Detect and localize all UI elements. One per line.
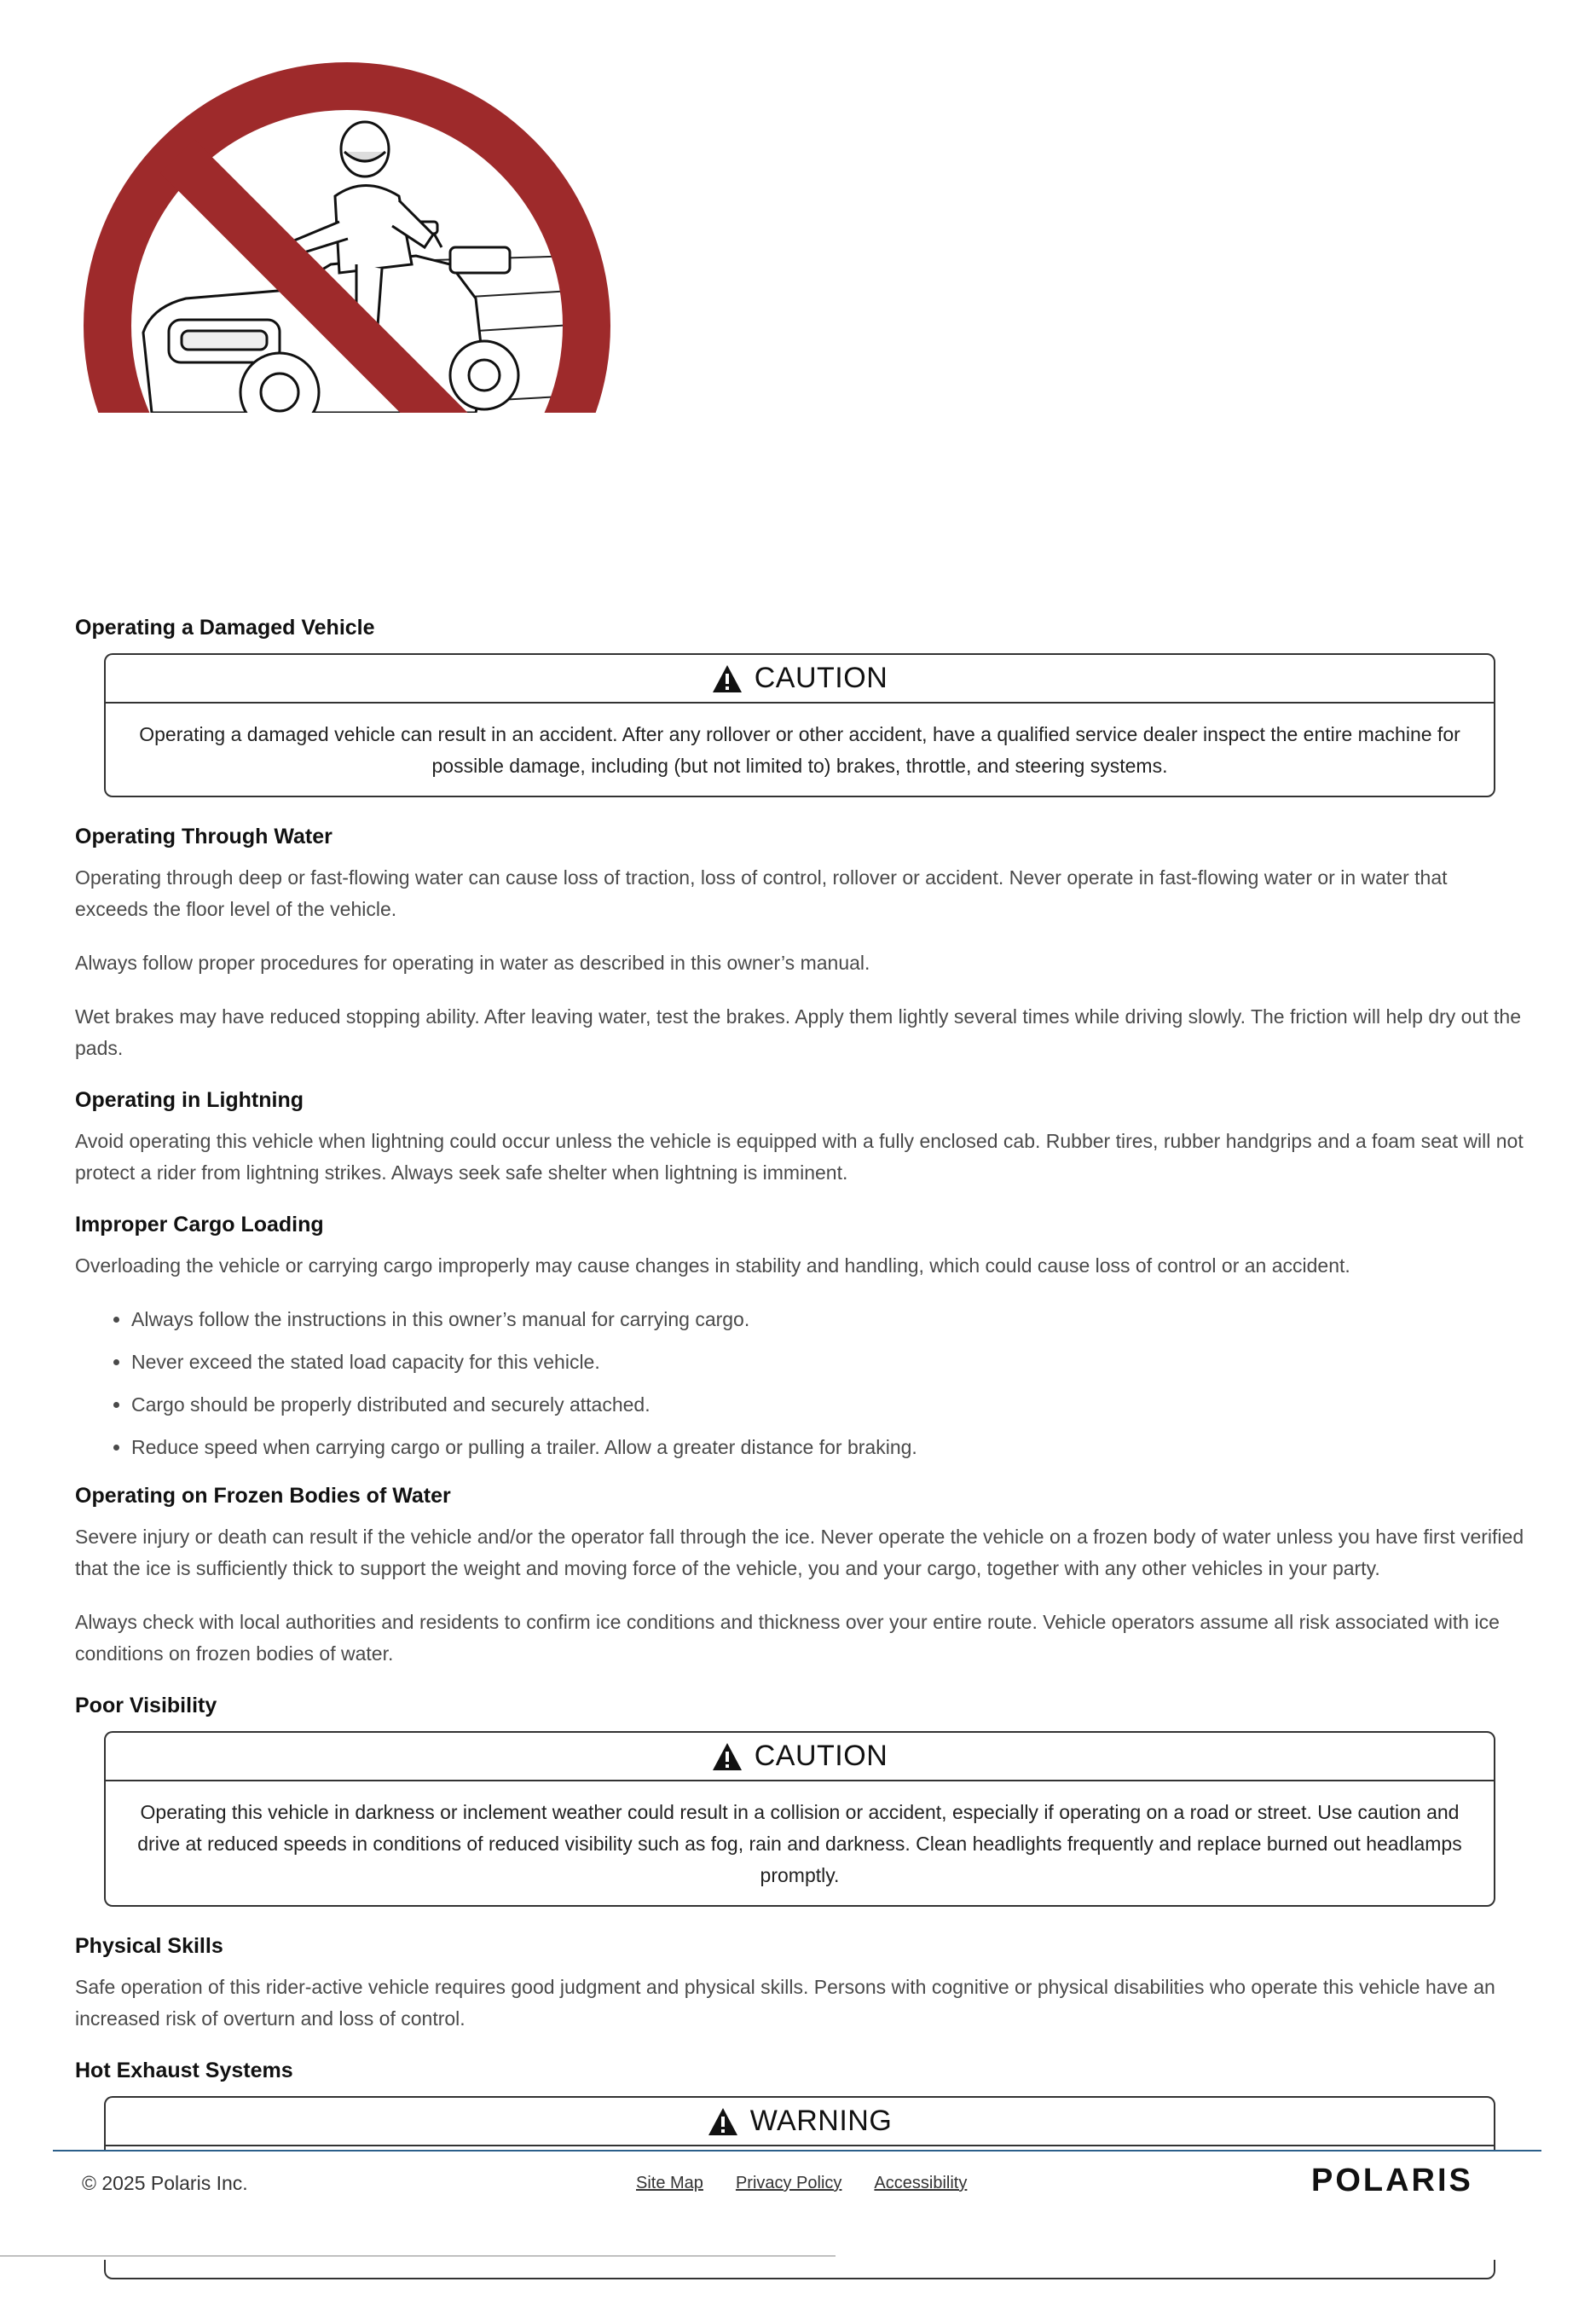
paragraph: Wet brakes may have reduced stopping ability. After leaving water, test the brakes. Apply them lightly several times while driving slowly. The friction will help dry out the pads.	[75, 1005, 1521, 1059]
section-heading-hot-exhaust: Hot Exhaust Systems	[75, 2059, 293, 2082]
caution-box-damaged-vehicle	[104, 653, 1495, 797]
section-heading-physical-skills: Physical Skills	[75, 1934, 223, 1958]
paragraph: Operating through deep or fast-flowing water can cause loss of traction, loss of control, rollover or accident. Never operate in fast-flowing water or in water that exceeds the floor level of the vehicle.	[75, 866, 1448, 920]
warning-triangle-icon	[708, 2107, 738, 2136]
cargo-bullet-list	[75, 1304, 1524, 1463]
list-item: • Reduce speed when carrying cargo or pulling a trailer. Allow a greater distance for braking.	[131, 1432, 1524, 1463]
list-item: • Always follow the instructions in this owner’s manual for carrying cargo.	[131, 1304, 1524, 1335]
paragraph: Avoid operating this vehicle when lightning could occur unless the vehicle is equipped with a fully enclosed cab. Rubber tires, rubber handgrips and a foam seat will not protect a rider from lightning strikes. Always seek safe shelter when lightning is imminent.	[75, 1130, 1524, 1184]
alert-text: Operating this vehicle in darkness or inclement weather could result in a collision or accident, especially if operating on a road or street. Use caution and drive at reduced speeds in conditions of reduced visibility such as fog, rain and darkness. Clean headlights frequently and replace burned out headlamps promptly.	[137, 1801, 1462, 1886]
paragraph: Severe injury or death can result if the vehicle and/or the operator fall through the ice. Never operate the vehicle on a frozen body of water unless you have first verified that the ice is sufficiently thick to support the weight and moving force of the vehicle, you and your cargo, together with any other vehicles in your party.	[75, 1526, 1524, 1579]
paragraph: Always follow proper procedures for operating in water as described in this owner’s manual.	[75, 952, 870, 974]
list-item: • Cargo should be properly distributed and securely attached.	[131, 1389, 1524, 1421]
accessibility-link[interactable]: Accessibility	[874, 2174, 968, 2192]
section-heading-cargo: Improper Cargo Loading	[75, 1213, 324, 1236]
logo-text: POLARIS	[1311, 2165, 1473, 2194]
section-heading-lightning: Operating in Lightning	[75, 1088, 304, 1112]
section-heading-poor-visibility: Poor Visibility	[75, 1694, 217, 1717]
paragraph: Always check with local authorities and residents to confirm ice conditions and thickness over your entire route. Vehicle operators assume all risk associated with ice conditions on frozen bodies of water.	[75, 1611, 1500, 1665]
alert-text: Operating a damaged vehicle can result in an accident. After any rollover or other accident, have a qualified service dealer inspect the entire machine for possible damage, including (but not limited to) brakes, throttle, and steering systems.	[139, 723, 1460, 777]
copyright-text: © 2025 Polaris Inc.	[82, 2172, 248, 2194]
site-map-link[interactable]: Site Map	[636, 2174, 703, 2192]
page-footer	[53, 2150, 1541, 2260]
polaris-logo[interactable]	[1311, 2165, 1516, 2198]
no-riding-illustration	[75, 51, 638, 413]
paragraph: Safe operation of this rider-active vehicle requires good judgment and physical skills. Persons with cognitive or physical disabilities who operate this vehicle have an increased risk of overturn and loss of control.	[75, 1976, 1495, 2030]
footer-links	[636, 2174, 967, 2193]
alert-label: CAUTION	[754, 1740, 888, 1772]
section-heading-frozen-water: Operating on Frozen Bodies of Water	[75, 1484, 451, 1508]
alert-label: CAUTION	[754, 662, 888, 694]
paragraph: Overloading the vehicle or carrying cargo improperly may cause changes in stability and handling, which could cause loss of control or an accident.	[75, 1254, 1350, 1277]
warning-triangle-icon	[712, 1742, 743, 1771]
alert-label: WARNING	[749, 2105, 893, 2137]
section-heading-through-water: Operating Through Water	[75, 825, 332, 848]
caution-box-poor-visibility	[104, 1731, 1495, 1907]
section-heading-damaged-vehicle: Operating a Damaged Vehicle	[75, 616, 375, 640]
privacy-policy-link[interactable]: Privacy Policy	[735, 2174, 842, 2192]
warning-triangle-icon	[712, 664, 743, 693]
list-item: • Never exceed the stated load capacity for this vehicle.	[131, 1347, 1524, 1378]
